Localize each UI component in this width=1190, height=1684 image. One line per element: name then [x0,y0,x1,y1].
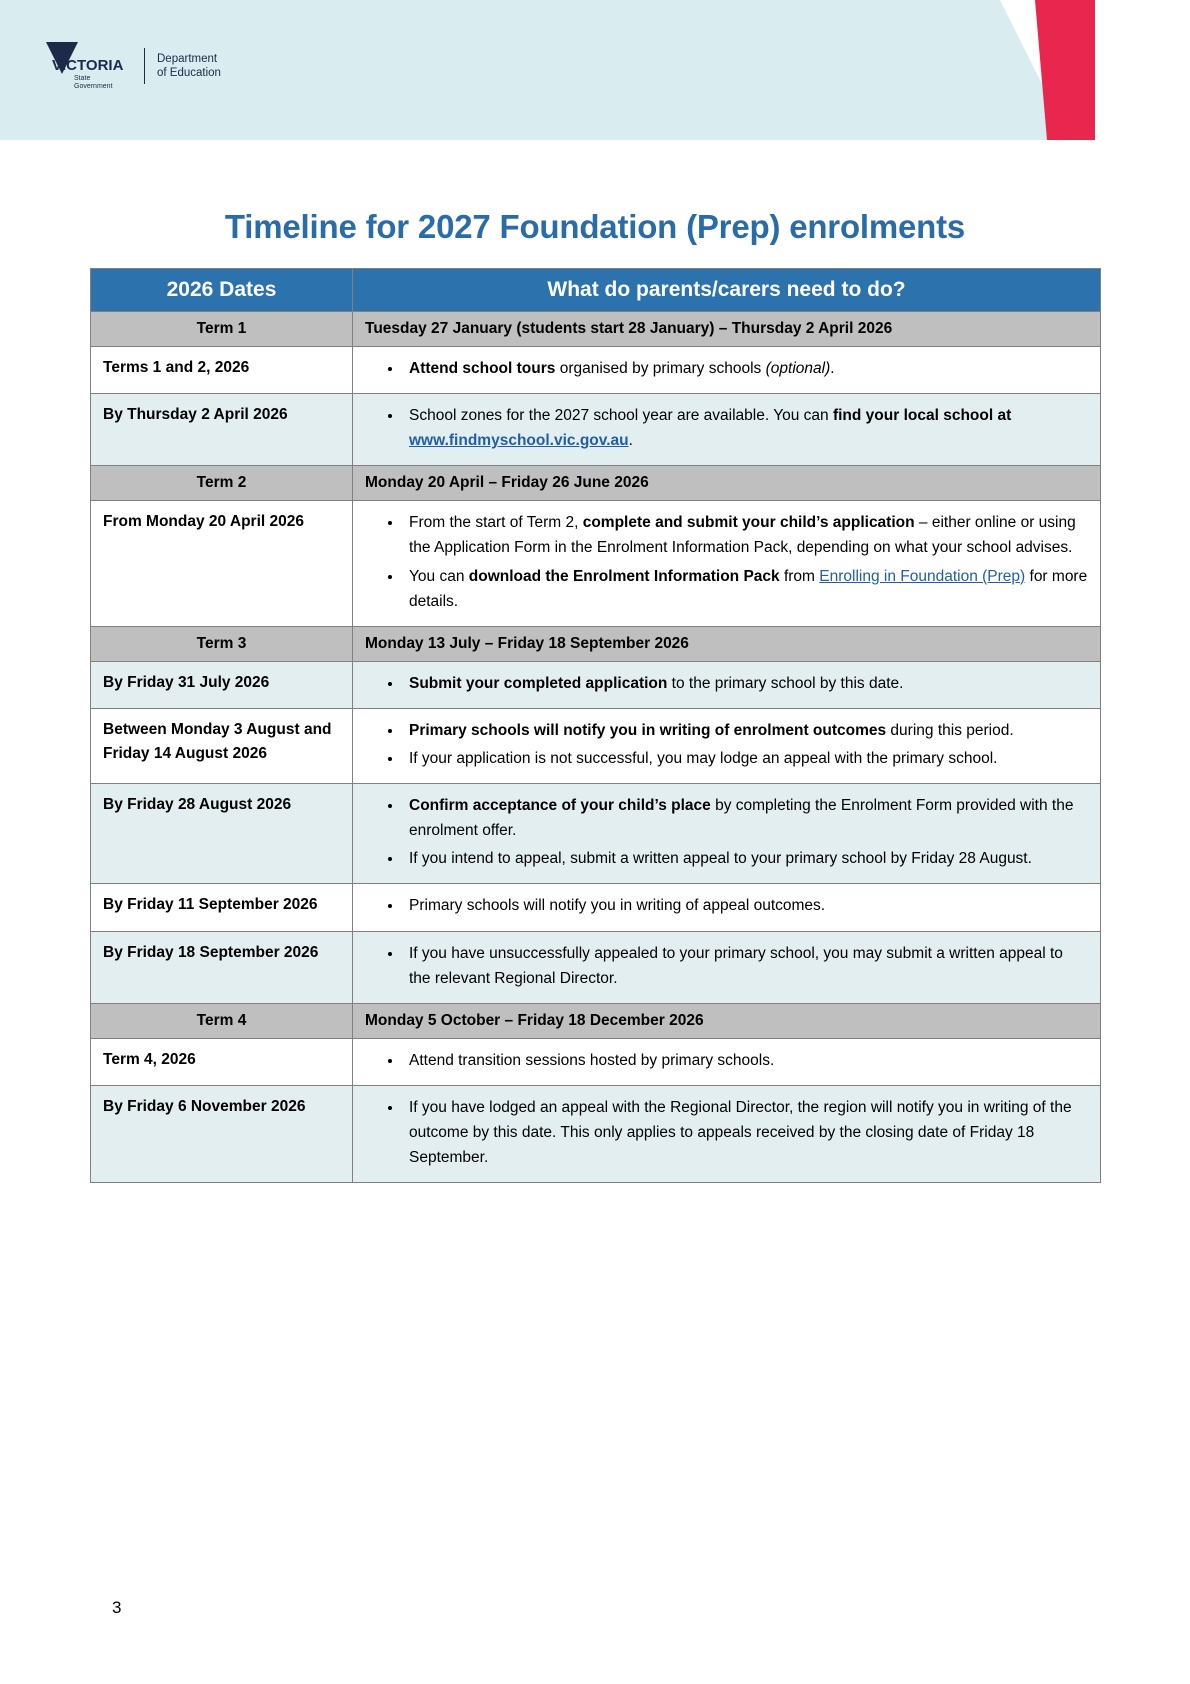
svg-text:Government: Government [74,83,113,90]
action-bullet-list [365,671,1088,696]
logo-divider [144,48,145,84]
list-item [403,718,1088,743]
italic-text: (optional) [765,360,831,377]
page-title: Timeline for 2027 Foundation (Prep) enrolments [224,208,966,245]
term-label: Term 1 [91,312,353,347]
row-actions [353,708,1101,783]
action-bullet-list [365,356,1088,381]
table-row [91,394,1101,466]
row-date: Between Monday 3 August and Friday 14 August 2026 [91,708,353,783]
action-bullet-list [365,510,1088,613]
body-text: by completing the Enrolment Form provided with the enrolment offer. [409,797,1074,840]
row-actions [353,501,1101,626]
list-item [403,746,1088,771]
list-item [403,356,1088,381]
action-bullet-list [365,1048,1088,1073]
external-link[interactable]: Enrolling in Foundation (Prep) [819,567,1026,585]
table-row [91,1085,1101,1182]
table-row [91,1038,1101,1085]
page-number: 3 [112,1598,122,1617]
action-bullet-list [365,793,1088,871]
list-item [403,846,1088,871]
action-bullet-list [365,718,1088,771]
body-text: Attend transition sessions hosted by primary schools. [409,1051,775,1069]
list-item [403,564,1088,614]
row-actions [353,661,1101,708]
term-date-range: Monday 20 April – Friday 26 June 2026 [353,466,1101,501]
table-row [91,784,1101,884]
table-row [91,708,1101,783]
row-date: By Friday 11 September 2026 [91,884,353,931]
body-text: – either online or using the Application Form in the Enrolment Information Pack, depending on what your school advises. [409,514,1076,557]
list-item [403,941,1088,991]
row-date: By Thursday 2 April 2026 [91,394,353,466]
emphasis-text: find your local school at [832,407,1012,425]
row-date: By Friday 31 July 2026 [91,661,353,708]
list-item [403,893,1088,918]
action-bullet-list [365,893,1088,918]
body-text: If your application is not successful, you may lodge an appeal with the primary school. [409,749,998,767]
victoria-chevron-icon [38,40,134,92]
emphasis-text: download the Enrolment Information Pack [468,567,780,585]
action-bullet-list [365,403,1088,453]
department-line-2: of Education [157,67,221,79]
row-actions [353,347,1101,394]
page-content [0,208,1190,1183]
body-text: If you have lodged an appeal with the Regional Director, the region will notify you in writing of the outcome by this date. This only applies to appeals received by the closing date of Friday 18 September. [409,1098,1072,1167]
body-text: Primary schools will notify you in writing of appeal outcomes. [409,897,826,915]
column-header-dates: 2026 Dates [91,269,353,312]
table-row-term-heading [91,312,1101,347]
row-date: Term 4, 2026 [91,1038,353,1085]
row-actions [353,931,1101,1003]
term-label: Term 3 [91,626,353,661]
row-date: By Friday 18 September 2026 [91,931,353,1003]
table-row [91,347,1101,394]
department-name [157,52,221,80]
row-actions [353,884,1101,931]
body-text: organised by primary schools [555,360,766,377]
body-text: during this period. [886,721,1014,739]
list-item [403,793,1088,843]
list-item [403,403,1088,453]
page-header-banner [0,0,1190,140]
term-date-range: Monday 13 July – Friday 18 September 2026 [353,626,1101,661]
row-actions [353,394,1101,466]
column-header-actions: What do parents/carers need to do? [353,269,1101,312]
body-text: If you intend to appeal, submit a written appeal to your primary school by Friday 28 August. [409,850,1032,868]
emphasis-text: Confirm acceptance of your child’s place [409,797,711,815]
body-text: for more details. [409,567,1088,610]
svg-text:VICTORIA: VICTORIA [52,57,124,74]
action-bullet-list [365,1095,1088,1170]
table-row [91,931,1101,1003]
body-text: to the primary school by this date. [667,674,904,692]
table-body [91,312,1101,1183]
emphasis-text: Submit your completed application [409,674,668,692]
term-date-range: Monday 5 October – Friday 18 December 2026 [353,1003,1101,1038]
row-actions [353,1038,1101,1085]
table-row [91,884,1101,931]
row-actions [353,1085,1101,1182]
svg-text:State: State [74,75,91,82]
table-row-term-heading [91,1003,1101,1038]
external-link[interactable]: www.findmyschool.vic.gov.au [409,432,629,450]
table-row [91,661,1101,708]
department-line-1: Department [157,53,218,65]
body-text: If you have unsuccessfully appealed to your primary school, you may submit a written appeal to the relevant Regional Director. [409,944,1063,987]
body-text: From the start of Term 2, [409,514,583,532]
row-date: By Friday 28 August 2026 [91,784,353,884]
body-text: School zones for the 2027 school year are available. You can [409,407,833,425]
victoria-state-government-logo [38,38,221,94]
list-item [403,1095,1088,1170]
table-header-row [91,269,1101,312]
term-label: Term 4 [91,1003,353,1038]
emphasis-text: complete and submit your child’s application [582,514,915,532]
row-date: Terms 1 and 2, 2026 [91,347,353,394]
row-actions [353,784,1101,884]
term-date-range: Tuesday 27 January (students start 28 January) – Thursday 2 April 2026 [353,312,1101,347]
body-text: You can [409,567,469,585]
emphasis-text: Attend school tours [409,360,556,377]
list-item [403,671,1088,696]
table-row-term-heading [91,626,1101,661]
enrolment-timeline-table [90,268,1101,1183]
list-item [403,1048,1088,1073]
list-item [403,510,1088,560]
action-bullet-list [365,941,1088,991]
body-text: . [628,432,633,450]
table-row-term-heading [91,466,1101,501]
body-text: from [779,567,820,585]
row-date: From Monday 20 April 2026 [91,501,353,626]
body-text: . [830,360,835,377]
table-row [91,501,1101,626]
term-label: Term 2 [91,466,353,501]
row-date: By Friday 6 November 2026 [91,1085,353,1182]
emphasis-text: Primary schools will notify you in writing of enrolment outcomes [409,721,887,739]
